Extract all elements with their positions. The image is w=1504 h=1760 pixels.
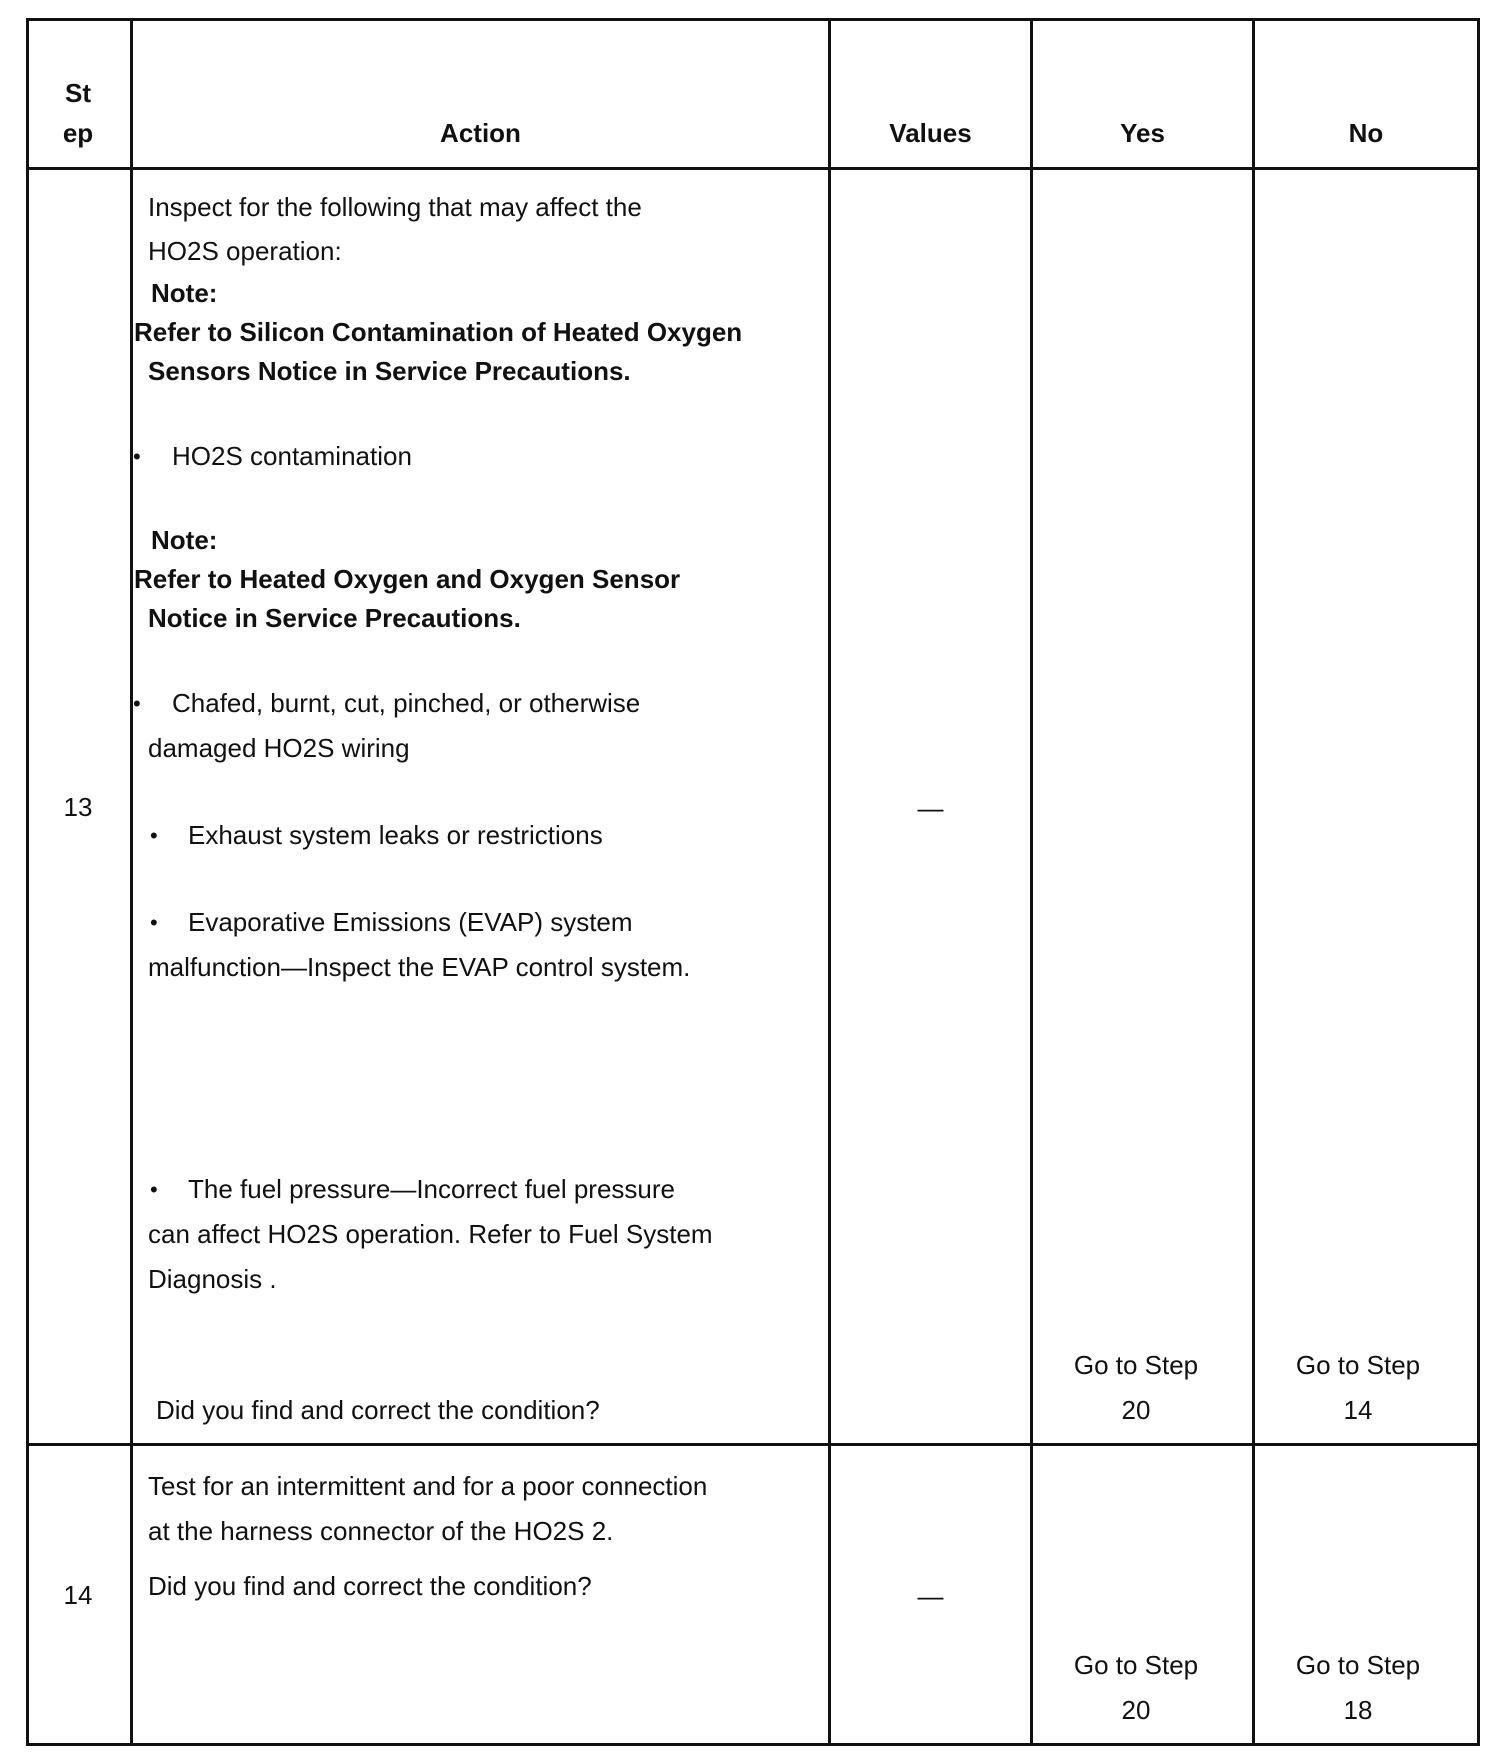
note-label: Note: (151, 525, 218, 555)
no-goto-label: Go to Step (1295, 1350, 1421, 1380)
column-divider (1252, 18, 1255, 1746)
values-cell: — (917, 1581, 944, 1611)
list-item: Exhaust system leaks or restrictions (188, 820, 603, 850)
bullet-icon: • (150, 910, 158, 935)
header-values: Values (889, 118, 972, 148)
note-text: Sensors Notice in Service Precautions. (148, 356, 631, 386)
list-item: can affect HO2S operation. Refer to Fuel System (148, 1219, 713, 1249)
list-item: damaged HO2S wiring (148, 733, 410, 763)
action-text: HO2S operation: (148, 236, 342, 266)
step-number: 14 (63, 1580, 93, 1610)
step-number: 13 (63, 792, 93, 822)
list-item: HO2S contamination (172, 441, 412, 471)
header-yes: Yes (1120, 118, 1165, 148)
header-action: Action (440, 118, 521, 148)
values-cell: — (917, 793, 944, 823)
note-label: Note: (151, 278, 218, 308)
row-divider (26, 1443, 1480, 1446)
list-item: The fuel pressure—Incorrect fuel pressure (188, 1174, 675, 1204)
list-item: Diagnosis . (148, 1264, 277, 1294)
action-text: Inspect for the following that may affect the (148, 192, 642, 222)
yes-goto-step: 20 (1121, 1395, 1151, 1425)
action-text: Test for an intermittent and for a poor connection (148, 1471, 708, 1501)
bullet-icon: • (150, 1177, 158, 1202)
note-text: Notice in Service Precautions. (148, 603, 521, 633)
list-item: malfunction—Inspect the EVAP control system. (148, 952, 691, 982)
column-divider (130, 18, 133, 1746)
note-text: Refer to Heated Oxygen and Oxygen Sensor (134, 564, 681, 594)
question-text: Did you find and correct the condition? (148, 1571, 592, 1601)
yes-goto-label: Go to Step (1073, 1650, 1199, 1680)
no-goto-step: 14 (1343, 1395, 1373, 1425)
header-step-line2: ep (62, 118, 94, 148)
bullet-icon: • (150, 823, 158, 848)
question-text: Did you find and correct the condition? (156, 1395, 600, 1425)
action-text: at the harness connector of the HO2S 2. (148, 1516, 614, 1546)
list-item: Evaporative Emissions (EVAP) system (188, 907, 633, 937)
no-goto-step: 18 (1343, 1695, 1373, 1725)
no-goto-label: Go to Step (1295, 1650, 1421, 1680)
yes-goto-step: 20 (1121, 1695, 1151, 1725)
header-no: No (1348, 118, 1384, 148)
column-divider (828, 18, 831, 1746)
bullet-icon: • (133, 444, 141, 469)
list-item: Chafed, burnt, cut, pinched, or otherwise (172, 688, 641, 718)
header-step-line1: St (65, 78, 91, 108)
column-divider (1030, 18, 1033, 1746)
row-divider (26, 167, 1480, 170)
note-text: Refer to Silicon Contamination of Heated Oxygen (134, 317, 743, 347)
bullet-icon: • (133, 691, 141, 716)
yes-goto-label: Go to Step (1073, 1350, 1199, 1380)
